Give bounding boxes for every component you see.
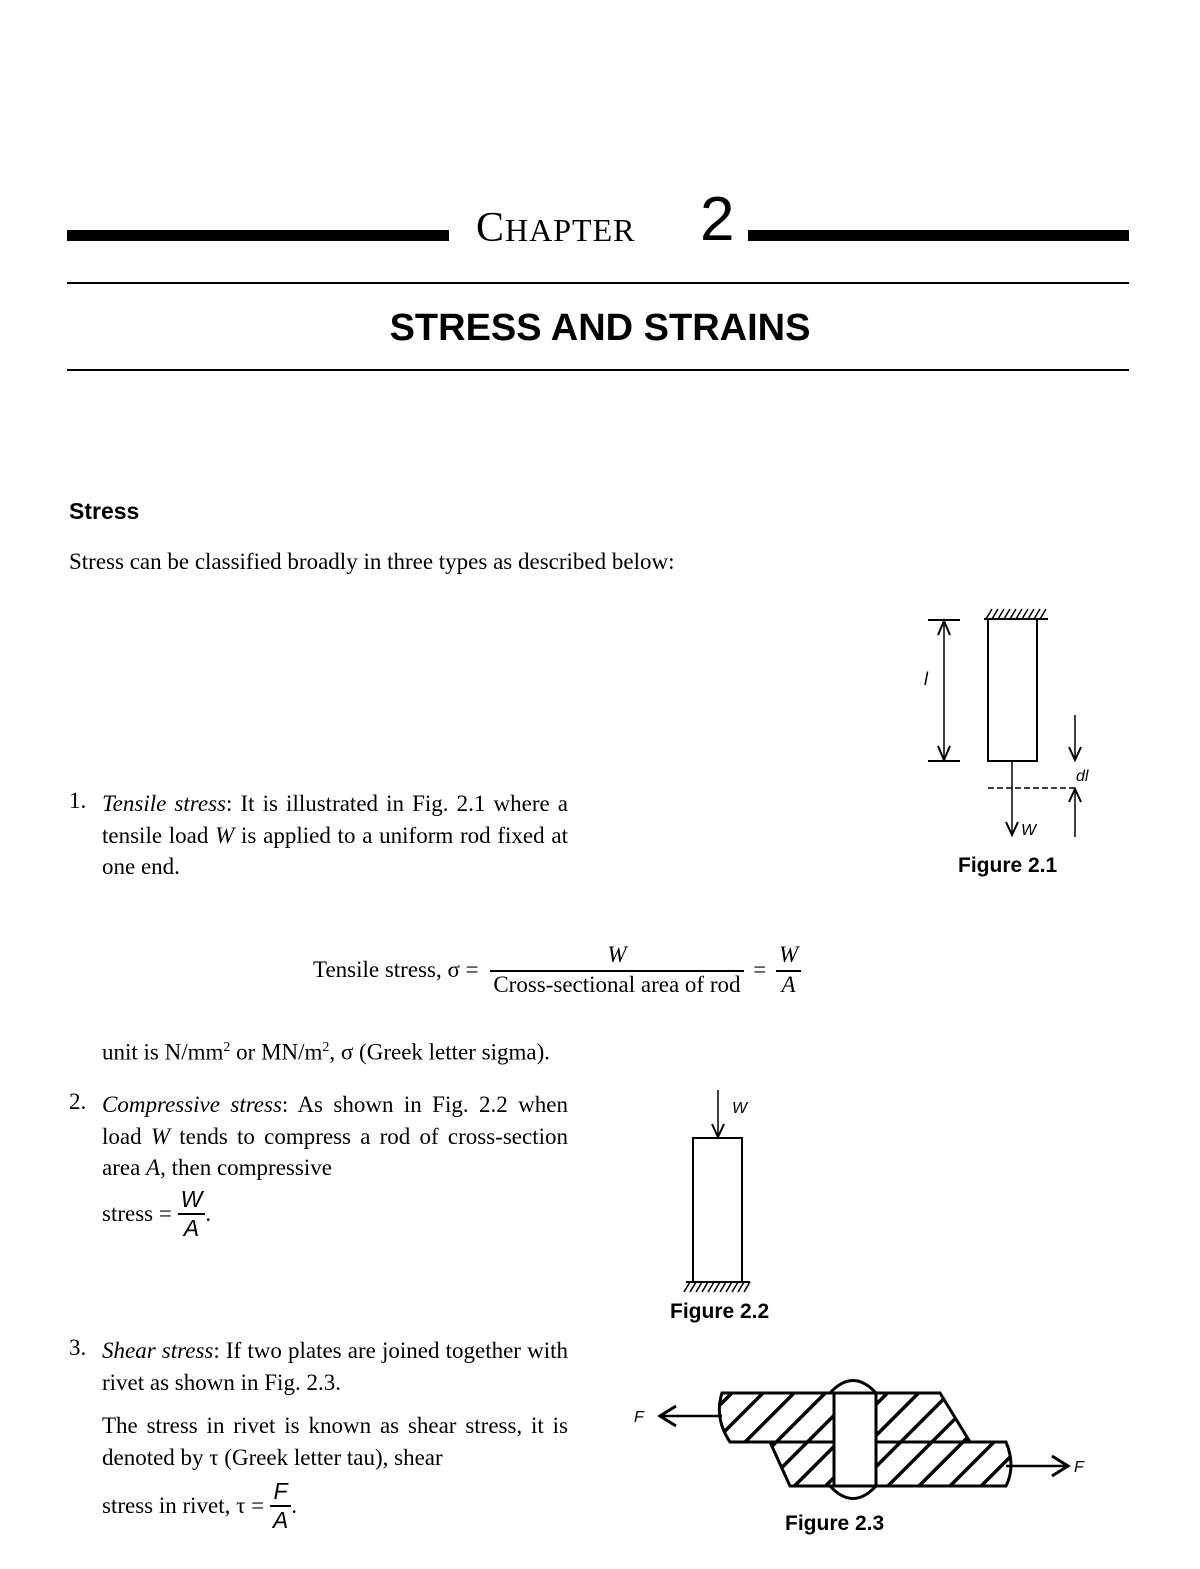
fig3-label-f-left: F [634, 1409, 644, 1426]
figure-2-2-compression-diagram [670, 1085, 790, 1300]
item3-period: . [291, 1493, 297, 1518]
fig1-label-dl: dl [1076, 768, 1089, 785]
item1-var: W [215, 822, 235, 848]
chapter-word: CHAPTER [476, 205, 636, 251]
item1-unit [102, 1032, 550, 1068]
fig1-label-w: W [1021, 822, 1037, 839]
item1-text-b: is applied to a uniform rod fixed at one end. [102, 822, 568, 879]
fig3-label-f-right: F [1074, 1459, 1084, 1476]
tensile-equation [313, 942, 801, 998]
chapter-number: 2 [700, 185, 735, 254]
unit-c: , σ (Greek letter sigma). [329, 1039, 550, 1065]
unit-a: unit is N/mm [102, 1039, 224, 1065]
item2-number: 2. [69, 1089, 87, 1114]
figure-2-2-caption: Figure 2.2 [670, 1300, 770, 1323]
item3-text-a: : If two plates are joined together with rivet as shown in Fig. 2.3. [102, 1338, 568, 1395]
chapter-rule-left [67, 230, 449, 241]
figure-2-3-rivet-diagram [630, 1368, 1100, 1518]
item2-period: . [205, 1201, 212, 1226]
title-rule-top [67, 282, 1129, 284]
fig1-label-l: l [924, 669, 928, 689]
eq-denominator-2: A [781, 972, 796, 997]
eq-numerator-2: W [776, 942, 801, 972]
item1-number: 1. [69, 788, 87, 813]
item1-text [102, 788, 568, 883]
section-heading: Stress [69, 498, 140, 524]
unit-b: or MN/m [230, 1039, 323, 1065]
item1-term: Tensile stress [102, 791, 226, 816]
item1-text-a: : It is illustrated in Fig. 2.1 where a tensile load [102, 791, 568, 848]
item2-var-w: W [150, 1123, 170, 1149]
item2-text [102, 1089, 568, 1184]
item3-paragraph-2: The stress in rivet is known as shear stress, it is denoted by τ (Greek letter tau), shear [102, 1413, 568, 1470]
item3-formula-label: stress in rivet, τ = [102, 1493, 265, 1518]
eq-fraction-1 [490, 942, 743, 998]
item3-term: Shear stress [102, 1338, 214, 1363]
figure-2-3-caption: Figure 2.3 [785, 1512, 885, 1535]
figure-2-1-tension-diagram [910, 605, 1110, 850]
item2-text-a: : As shown in Fig. 2.2 when load [102, 1092, 568, 1149]
unit-sup2: 2 [322, 1040, 330, 1055]
page-title: STRESS AND STRAINS [389, 307, 811, 349]
chapter-rule-right [748, 230, 1129, 241]
item3-fraction [270, 1478, 291, 1534]
item2-frac-den: A [183, 1215, 200, 1241]
item2-text-b: tends to compress a rod of cross-section area [102, 1123, 568, 1180]
unit-sup1: 2 [223, 1040, 231, 1055]
item2-term: Compressive stress [102, 1092, 282, 1117]
item3-frac-den: A [272, 1507, 289, 1533]
item2-var-a: A [146, 1155, 161, 1180]
item3-number: 3. [69, 1335, 87, 1360]
eq-numerator-1: W [490, 942, 743, 972]
item2-fraction [178, 1186, 206, 1242]
title-rule-bottom [67, 369, 1129, 371]
item3-frac-num: F [270, 1478, 291, 1507]
figure-2-1-caption: Figure 2.1 [958, 854, 1058, 877]
item2-formula-label: stress = [102, 1201, 172, 1226]
eq-equals: = [753, 957, 767, 982]
item2-frac-num: W [178, 1186, 206, 1215]
item3-text [102, 1335, 568, 1398]
item2-formula [102, 1186, 211, 1242]
item3-formula [102, 1478, 297, 1534]
section-intro: Stress can be classified broadly in three types as described below: [69, 549, 675, 574]
eq-denominator-1: Cross-sectional area of rod [493, 972, 741, 997]
eq-label: Tensile stress, σ = [313, 957, 479, 982]
fig2-label-w: W [732, 1100, 748, 1117]
eq-fraction-2 [776, 942, 801, 998]
item2-text-c: , then compressive [160, 1155, 332, 1180]
